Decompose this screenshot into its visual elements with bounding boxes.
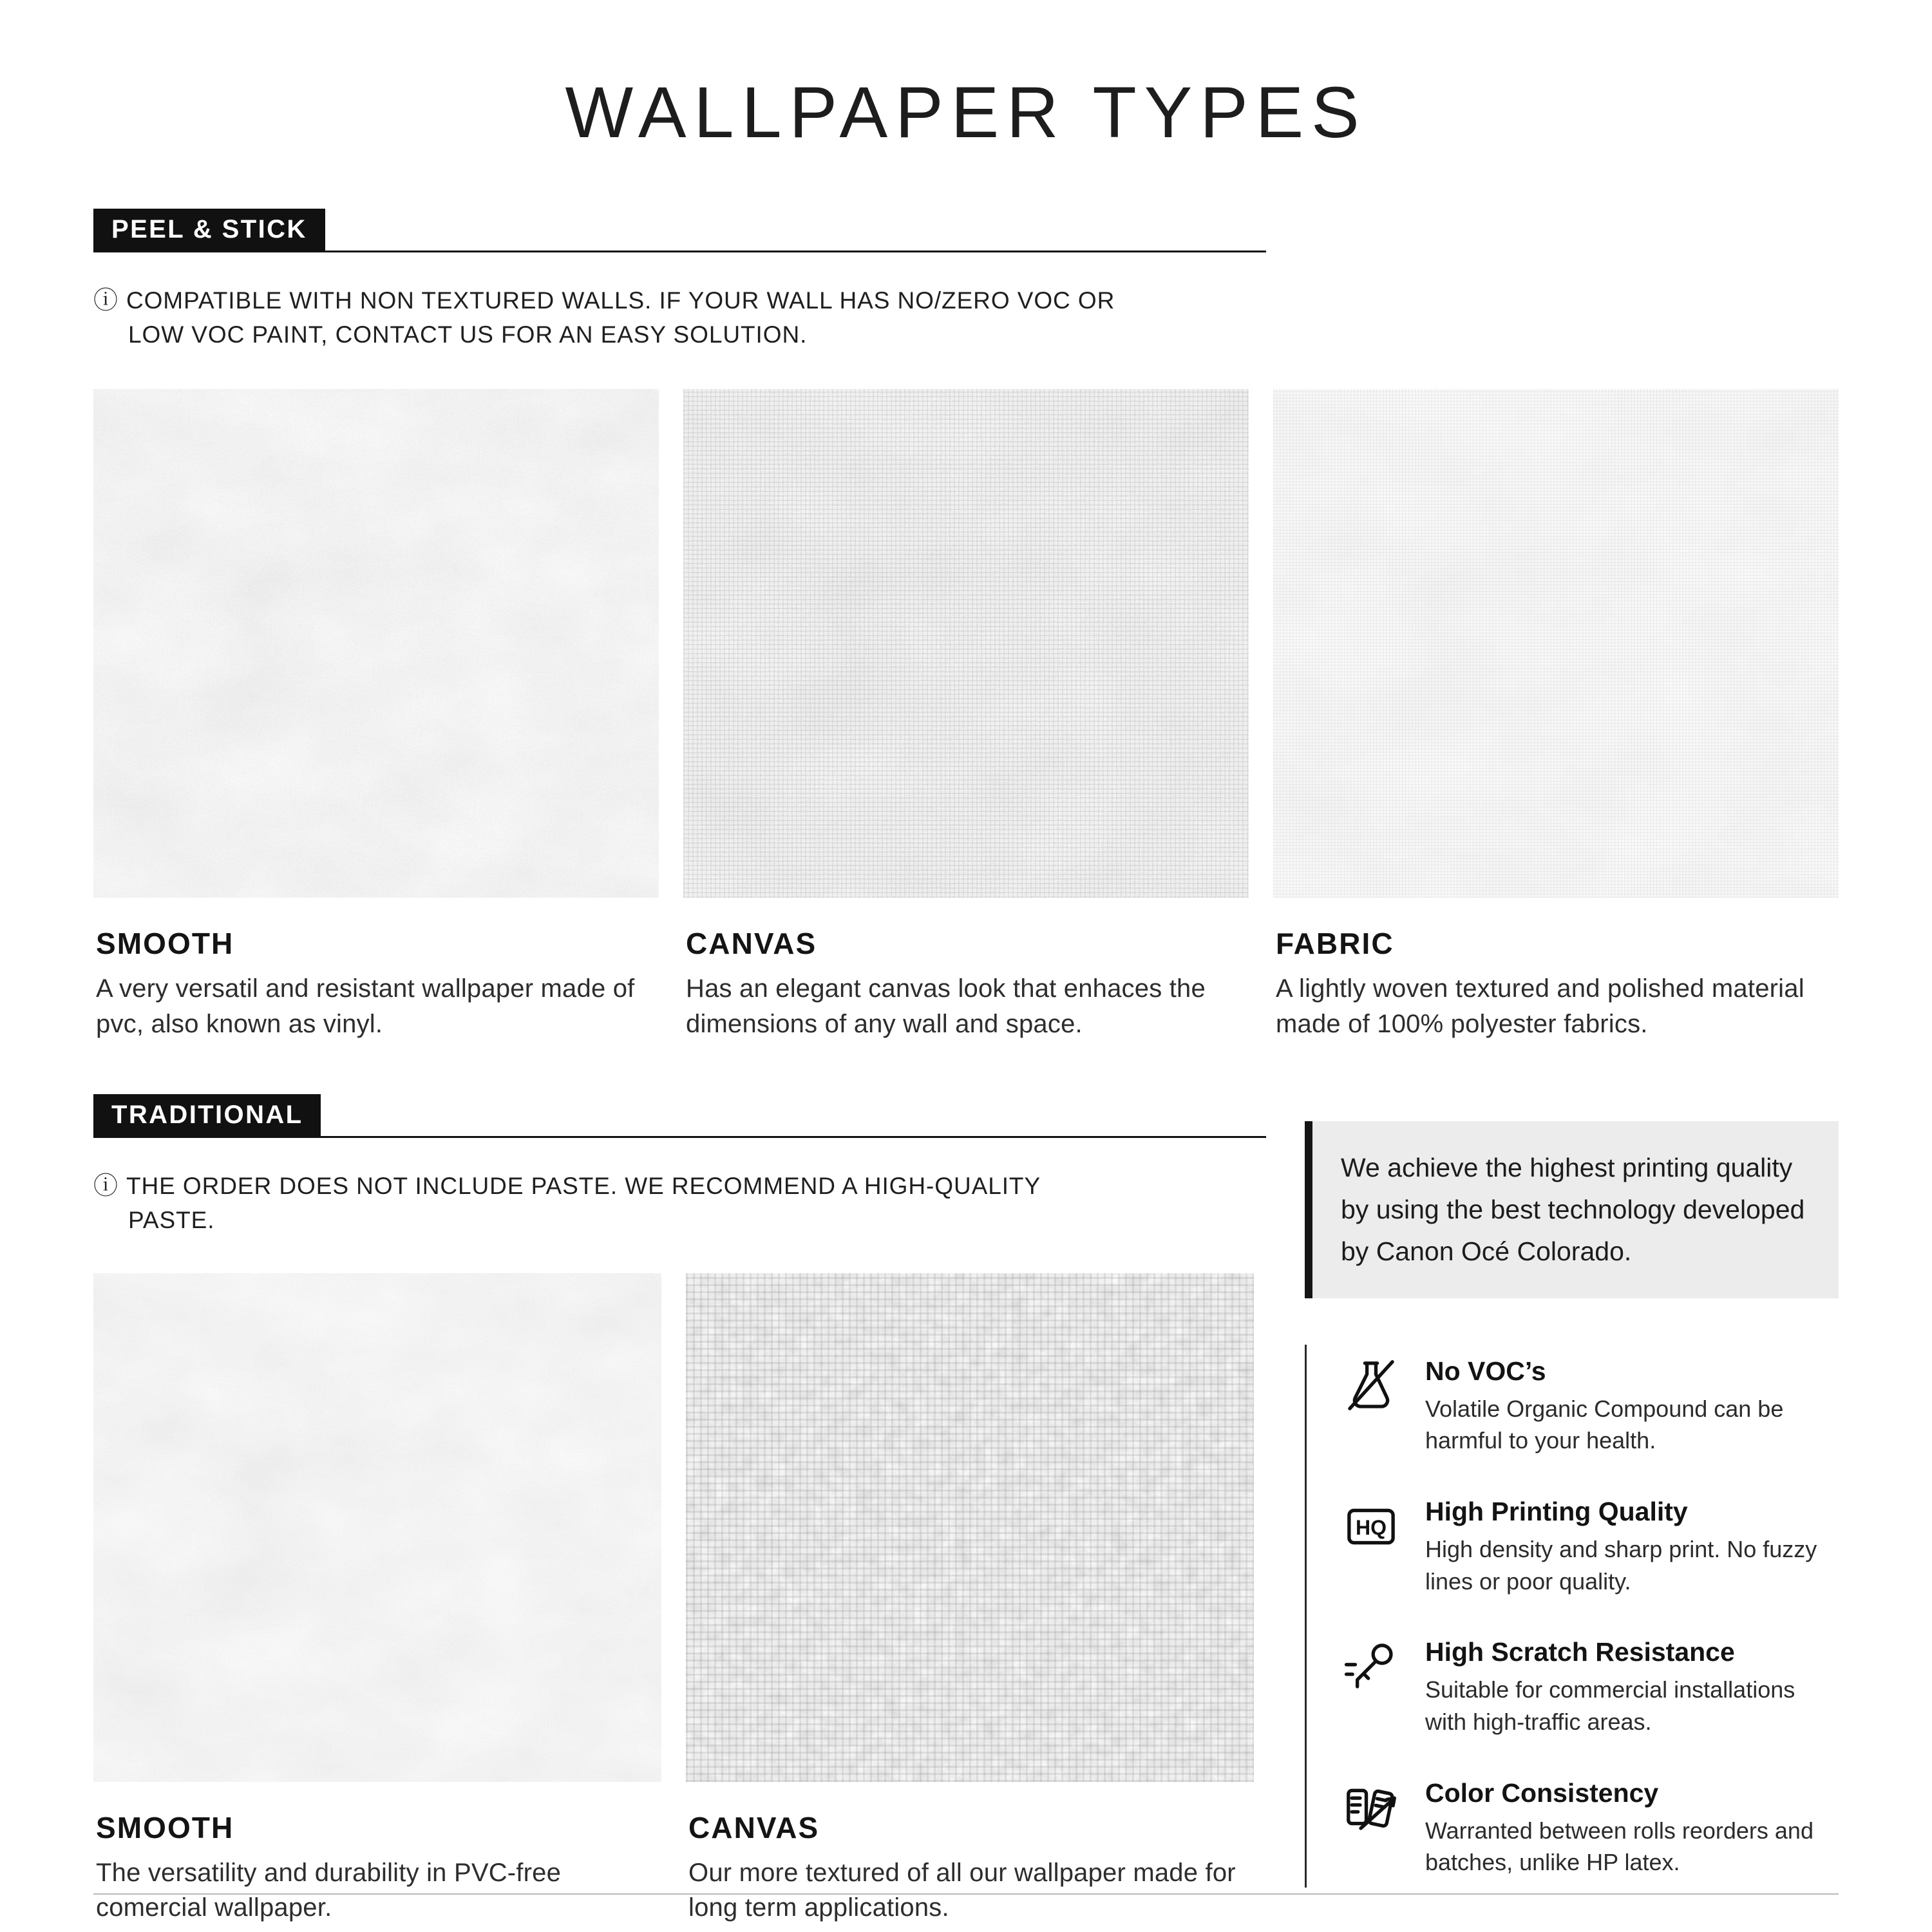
traditional-section — [93, 1094, 1266, 1925]
feature-high-printing-quality — [1340, 1494, 1839, 1597]
quality-info-column — [1305, 1094, 1839, 1925]
card-title: SMOOTH — [96, 927, 234, 961]
card-description: A very versatil and resistant wallpaper made of pvc, also known as vinyl. — [96, 974, 635, 1038]
section-label-peel-stick: PEEL & STICK — [93, 209, 325, 252]
card-description: The versatility and durability in PVC-free comercial wallpaper. — [96, 1858, 562, 1922]
color-consistency-icon — [1340, 1777, 1402, 1839]
feature-scratch-resistance — [1340, 1634, 1839, 1738]
section-label-traditional: TRADITIONAL — [93, 1094, 321, 1138]
section-rule — [325, 251, 1266, 252]
canvas-texture-image — [686, 1273, 1254, 1782]
info-icon: ⓘ — [93, 286, 118, 314]
printing-quality-text: We achieve the highest printing quality by using the best technology developed by Canon Océ Colorado. — [1341, 1153, 1805, 1266]
no-voc-icon — [1340, 1355, 1402, 1417]
smooth-texture-image — [93, 1273, 661, 1782]
bottom-divider — [93, 1893, 1839, 1895]
section-header-peel-stick — [93, 209, 1266, 252]
feature-title: Color Consistency — [1425, 1777, 1659, 1808]
card-smooth-traditional — [93, 1273, 661, 1926]
card-description: Our more textured of all our wallpaper made for long term applications. — [688, 1858, 1236, 1922]
card-title: FABRIC — [1276, 927, 1394, 961]
section-rule — [321, 1136, 1266, 1138]
page-title: WALLPAPER TYPES — [565, 72, 1367, 153]
note-text: COMPATIBLE WITH NON TEXTURED WALLS. IF YOUR WALL HAS NO/ZERO VOC OR LOW VOC PAINT, CONTACT US FOR AN EASY SOLUTION. — [126, 287, 1115, 348]
canvas-texture-image — [683, 389, 1249, 898]
feature-description: Suitable for commercial installations with high-traffic areas. — [1425, 1676, 1795, 1735]
features-list — [1305, 1345, 1839, 1888]
feature-description: Volatile Organic Compound can be harmful to your health. — [1425, 1395, 1784, 1454]
feature-color-consistency — [1340, 1776, 1839, 1879]
fabric-texture-image — [1273, 389, 1839, 898]
card-title: CANVAS — [688, 1810, 820, 1844]
peel-stick-cards — [93, 389, 1839, 1041]
info-icon: ⓘ — [93, 1171, 118, 1200]
feature-description: High density and sharp print. No fuzzy lines or poor quality. — [1425, 1535, 1817, 1595]
card-canvas-traditional — [686, 1273, 1254, 1926]
peel-stick-note — [93, 283, 1133, 352]
feature-title: High Scratch Resistance — [1425, 1637, 1735, 1667]
feature-description: Warranted between rolls reorders and batches, unlike HP latex. — [1425, 1817, 1814, 1876]
traditional-note — [93, 1169, 1133, 1237]
card-title: SMOOTH — [96, 1810, 234, 1844]
section-header-traditional — [93, 1094, 1266, 1138]
traditional-cards — [93, 1273, 1266, 1926]
printing-quality-panel — [1305, 1121, 1839, 1298]
feature-no-voc — [1340, 1354, 1839, 1457]
card-smooth — [93, 389, 659, 1041]
note-text: THE ORDER DOES NOT INCLUDE PASTE. WE RECOMMEND A HIGH-QUALITY PASTE. — [126, 1173, 1041, 1234]
feature-title: No VOC’s — [1425, 1356, 1546, 1386]
hq-icon-label: HQ — [1356, 1515, 1387, 1539]
card-title: CANVAS — [686, 927, 817, 961]
card-fabric — [1273, 389, 1839, 1041]
card-canvas — [683, 389, 1249, 1041]
hq-icon — [1340, 1495, 1402, 1557]
feature-title: High Printing Quality — [1425, 1496, 1688, 1526]
card-description: Has an elegant canvas look that enhaces the dimensions of any wall and space. — [686, 974, 1206, 1038]
smooth-texture-image — [93, 389, 659, 898]
card-description: A lightly woven textured and polished material made of 100% polyester fabrics. — [1276, 974, 1804, 1038]
scratch-resistance-icon — [1340, 1636, 1402, 1698]
lower-area — [93, 1094, 1839, 1925]
